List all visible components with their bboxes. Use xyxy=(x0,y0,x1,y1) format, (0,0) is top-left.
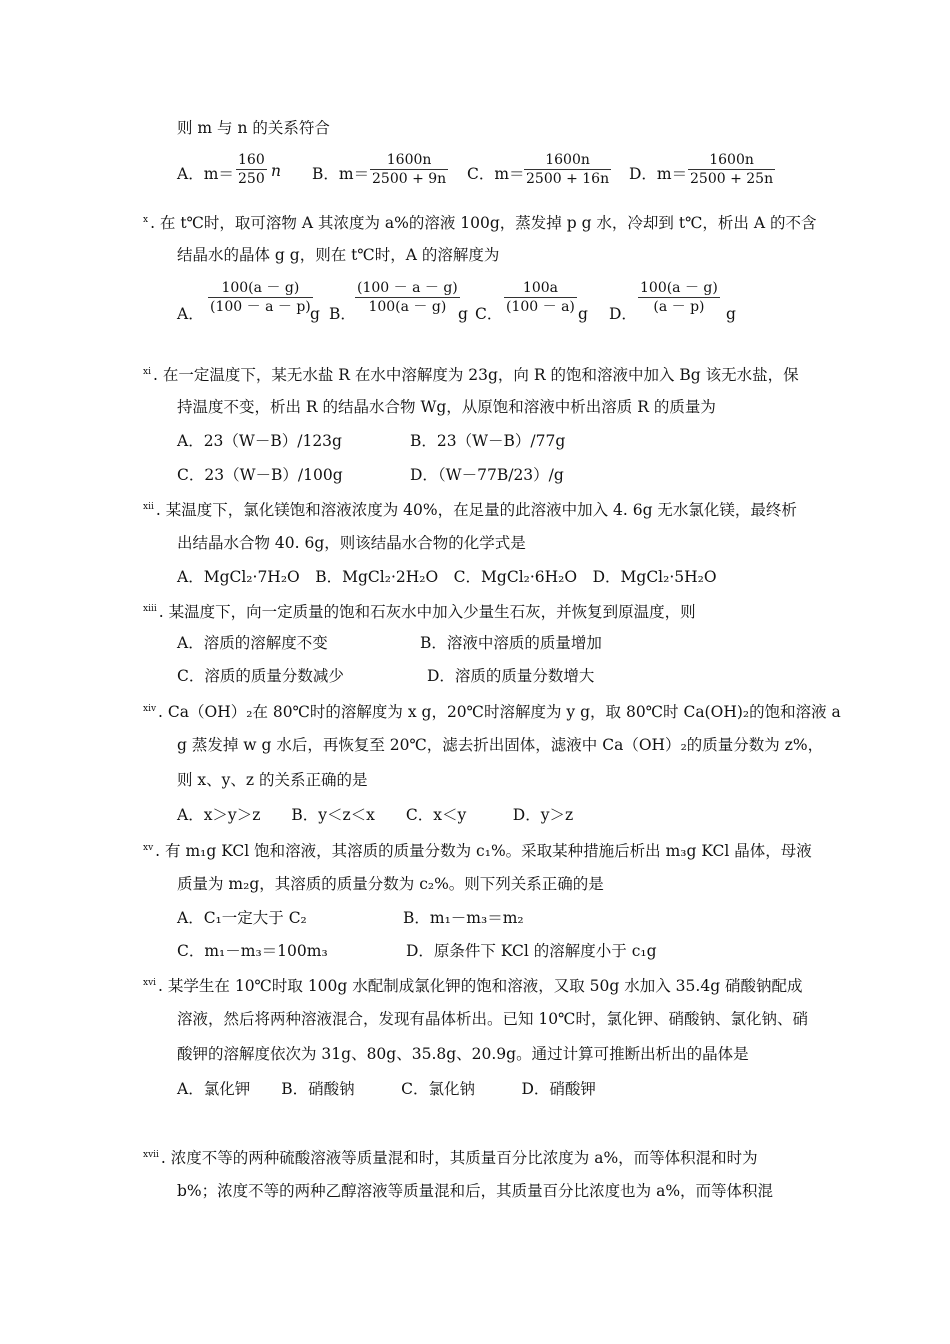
q11-line-1 xyxy=(143,362,799,385)
q10-option-c-denominator: (100 － a) xyxy=(506,299,575,315)
q14-line-1 xyxy=(143,699,841,722)
q13-line-1 xyxy=(143,599,696,622)
q12-number: xii xyxy=(143,502,154,512)
q10-option-b-unit: g xyxy=(458,305,468,323)
q13-option-c: C．溶质的质量分数减少 xyxy=(177,667,344,685)
q14-number: xiv xyxy=(143,704,157,714)
q15-line-2: 质量为 m₂g，其溶质的质量分数为 c₂%。则下列关系正确的是 xyxy=(177,875,604,893)
q13-option-a: A．溶质的溶解度不变 xyxy=(177,634,328,652)
q9-option-d-denominator: 2500 + 25n xyxy=(690,171,774,187)
q16-line-2: 溶液，然后将两种溶液混合，发现有晶体析出。已知 10℃时，氯化钾、硝酸钠、氯化钠、硝 xyxy=(177,1010,808,1028)
q10-line-1 xyxy=(143,210,816,233)
q10-option-d-unit: g xyxy=(726,305,736,323)
q9-option-b-denominator: 2500 + 9n xyxy=(372,171,447,187)
q11-line-2: 持温度不变，析出 R 的结晶水合物 Wg，从原饱和溶液中析出溶质 R 的质量为 xyxy=(177,398,716,416)
q10-option-c-label: C． xyxy=(475,305,503,323)
q10-option-c-numerator: 100a xyxy=(522,280,558,296)
q9-option-c-numerator: 1600n xyxy=(545,152,590,168)
q9-option-a-tail: n xyxy=(271,162,281,180)
q14-line-2: g 蒸发掉 w g 水后，再恢复至 20℃，滤去折出固体，滤液中 Ca（OH）₂的质量分数为 z%， xyxy=(177,736,824,754)
q9-option-c-fraction xyxy=(524,151,611,188)
q10-option-c-unit: g xyxy=(578,305,588,323)
q10-option-d-denominator: (a － p) xyxy=(638,297,720,316)
q16-line-1 xyxy=(143,973,803,996)
q12-line-1 xyxy=(143,497,797,520)
q17-text-1: . 浓度不等的两种硫酸溶液等质量混和时，其质量百分比浓度为 a%，而等体积混和时为 xyxy=(160,1149,758,1167)
q9-option-c-label: C．m＝ xyxy=(467,165,525,183)
q15-number: xv xyxy=(143,843,154,853)
q9-option-d-numerator: 1600n xyxy=(709,152,754,168)
q16-text-1: . 某学生在 10℃时取 100g 水配制成氯化钾的饱和溶液，又取 50g 水加入 35.4g 硝酸钠配成 xyxy=(158,977,803,995)
q9-option-c-denominator: 2500 + 16n xyxy=(526,171,610,187)
q12-options: A．MgCl₂·7H₂O B．MgCl₂·2H₂O C．MgCl₂·6H₂O D．MgCl₂·5H₂O xyxy=(177,568,717,586)
q10-option-a-denominator: (100 － a － p) xyxy=(210,299,311,315)
q10-option-d-label: D． xyxy=(609,305,637,323)
q16-line-3: 酸钾的溶解度依次为 31g、80g、35.8g、20.9g。通过计算可推断出析出的晶体是 xyxy=(177,1045,749,1063)
q10-line-2: 结晶水的晶体 g g，则在 t℃时，A 的溶解度为 xyxy=(177,246,500,264)
q10-option-b-numerator: (100 － a － g) xyxy=(357,280,458,296)
q16-number: xvi xyxy=(143,978,157,988)
q15-option-a: A．C₁一定大于 C₂ xyxy=(177,909,307,927)
q12-text-1: . 某温度下，氯化镁饱和溶液浓度为 40%，在足量的此溶液中加入 4. 6g 无水氯化镁，最终析 xyxy=(155,501,797,519)
q17-line-2: b%；浓度不等的两种乙醇溶液等质量混和后，其质量百分比浓度也为 a%，而等体积混 xyxy=(177,1182,774,1200)
q10-number: x xyxy=(143,215,149,225)
q16-options: A．氯化钾 B．硝酸钠 C．氯化钠 D．硝酸钾 xyxy=(177,1080,596,1098)
q10-option-a-label: A． xyxy=(177,305,204,323)
q9-option-b-label: B．m＝ xyxy=(312,165,370,183)
q17-line-1 xyxy=(143,1145,758,1168)
q15-option-c: C．m₁－m₃＝100m₃ xyxy=(177,942,328,960)
q9-option-a-fraction xyxy=(236,151,267,188)
q10-option-b-fraction xyxy=(355,279,460,316)
q14-line-3: 则 x、y、z 的关系正确的是 xyxy=(177,771,368,789)
q12-line-2: 出结晶水合物 40. 6g，则该结晶水合物的化学式是 xyxy=(177,534,526,552)
q9-option-d-fraction xyxy=(688,151,775,188)
q9-option-a-numerator: 160 xyxy=(238,152,265,168)
q11-text-1: . 在一定温度下，某无水盐 R 在水中溶解度为 23g，向 R 的饱和溶液中加入 Bg 该无水盐，保 xyxy=(152,366,799,384)
q10-option-a-fraction xyxy=(208,279,313,316)
q11-option-b: B．23（W－B）/77g xyxy=(410,432,566,450)
q15-line-1 xyxy=(143,838,812,861)
q10-option-d-numerator: 100(a － g) xyxy=(640,280,718,296)
q13-text-1: . 某温度下，向一定质量的饱和石灰水中加入少量生石灰，并恢复到原温度，则 xyxy=(158,603,696,621)
q9-option-b-fraction xyxy=(370,151,448,188)
q13-option-b: B．溶液中溶质的质量增加 xyxy=(420,634,602,652)
q14-options: A．x＞y＞z B．y＜z＜x C．x＜y D．y＞z xyxy=(177,806,574,824)
q15-option-b: B．m₁－m₃＝m₂ xyxy=(403,909,524,927)
q17-number: xvii xyxy=(143,1150,159,1160)
q10-option-a-unit: g xyxy=(310,305,320,323)
q13-number: xiii xyxy=(143,604,157,614)
q9-option-d-label: D．m＝ xyxy=(629,165,688,183)
q11-option-d: D．（W－77B/23）/g xyxy=(410,466,564,484)
q14-text-1: . Ca（OH）₂在 80℃时的溶解度为 x g，20℃时溶解度为 y g，取 80℃时 Ca(OH)₂的饱和溶液 a xyxy=(158,703,841,721)
q11-option-a: A．23（W－B）/123g xyxy=(177,432,342,450)
q10-option-d-fraction xyxy=(638,279,720,316)
q10-option-c-fraction xyxy=(504,279,577,316)
q11-number: xi xyxy=(143,367,151,377)
q9-option-b-numerator: 1600n xyxy=(386,152,432,168)
q9-option-a-denominator: 250 xyxy=(238,171,265,187)
q9-option-a-label: A．m＝ xyxy=(177,165,234,183)
q15-option-d: D．原条件下 KCl 的溶解度小于 c₁g xyxy=(406,942,657,960)
q11-option-c: C．23（W－B）/100g xyxy=(177,466,343,484)
q10-text-1: . 在 t℃时，取可溶物 A 其浓度为 a%的溶液 100g，蒸发掉 p g 水，冷却到 t℃，析出 A 的不含 xyxy=(150,214,817,232)
q10-option-b-denominator: 100(a － g) xyxy=(355,297,460,316)
q10-option-a-numerator: 100(a － g) xyxy=(221,280,300,296)
q13-option-d: D．溶质的质量分数增大 xyxy=(427,667,595,685)
q10-option-b-label: B． xyxy=(329,305,356,323)
q9-stem: 则 m 与 n 的关系符合 xyxy=(177,119,330,137)
q15-text-1: . 有 m₁g KCl 饱和溶液，其溶质的质量分数为 c₁%。采取某种措施后析出 m₃g KCl 晶体，母液 xyxy=(155,842,812,860)
